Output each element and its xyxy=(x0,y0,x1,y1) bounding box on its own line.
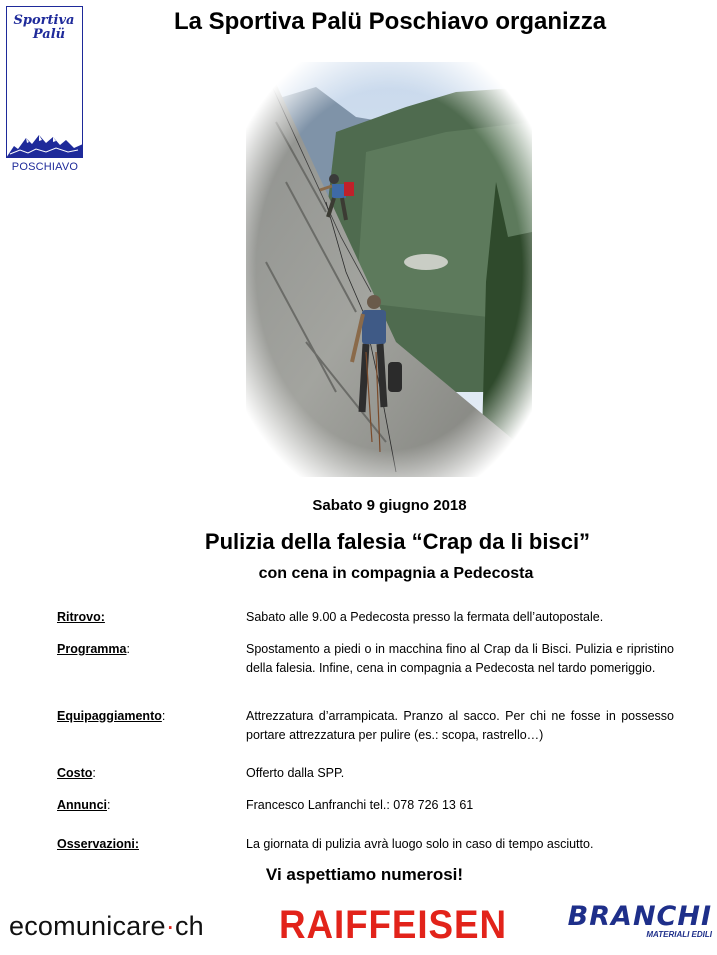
page-title: La Sportiva Palü Poschiavo organizza xyxy=(173,8,607,35)
club-logo xyxy=(6,6,84,172)
branchi-subtitle: MATERIALI EDILI xyxy=(646,930,712,939)
detail-value: Spostamento a piedi o in macchina fino al Crap da li Bisci. Pulizia e ripristino della falesia. Infine, cena in compagnia a Pedecosta nel tardo pomeriggio. xyxy=(246,642,674,675)
detail-value: Francesco Lanfranchi tel.: 078 726 13 61 xyxy=(246,798,474,812)
detail-value: Sabato alle 9.00 a Pedecosta presso la fermata dell’autopostale. xyxy=(246,610,604,624)
detail-value: La giornata di pulizia avrà luogo solo in caso di tempo asciutto. xyxy=(246,837,594,851)
sponsor-ecomunicare-logo: ecomunicare·ch xyxy=(9,911,204,941)
detail-label: Annunci: xyxy=(57,798,111,812)
event-subheadline: con cena in compagnia a Pedecosta xyxy=(258,565,534,582)
sponsor-raiffeisen-logo: RAIFFEISEN xyxy=(279,903,507,947)
climbing-photo-art xyxy=(246,62,532,477)
detail-label: Osservazioni: xyxy=(57,837,139,851)
branchi-name: BRANCHI xyxy=(567,901,712,932)
detail-label: Costo: xyxy=(57,766,96,780)
event-date: Sabato 9 giugno 2018 xyxy=(312,497,467,514)
closing-text: Vi aspettiamo numerosi! xyxy=(265,865,464,884)
logo-caption: POSCHIAVO xyxy=(11,161,79,173)
detail-label: Equipaggiamento: xyxy=(57,709,166,723)
detail-label: Programma: xyxy=(57,642,130,656)
mountain-icon xyxy=(6,132,83,158)
logo-line-2: Palü xyxy=(32,27,66,42)
logo-title xyxy=(6,14,82,42)
climbing-photo xyxy=(246,62,532,477)
sponsor-branchi-logo xyxy=(542,903,712,939)
event-headline: Pulizia della falesia “Crap da li bisci” xyxy=(204,529,591,554)
logo-line-1: Sportiva xyxy=(13,13,75,28)
detail-value: Attrezzatura d’arrampicata. Pranzo al sacco. Per chi ne fosse in possesso portare attrezzatura per pulire (es.: scopa, rastrello…) xyxy=(246,709,674,742)
detail-label: Ritrovo: xyxy=(57,610,105,624)
detail-value: Offerto dalla SPP. xyxy=(246,766,345,780)
